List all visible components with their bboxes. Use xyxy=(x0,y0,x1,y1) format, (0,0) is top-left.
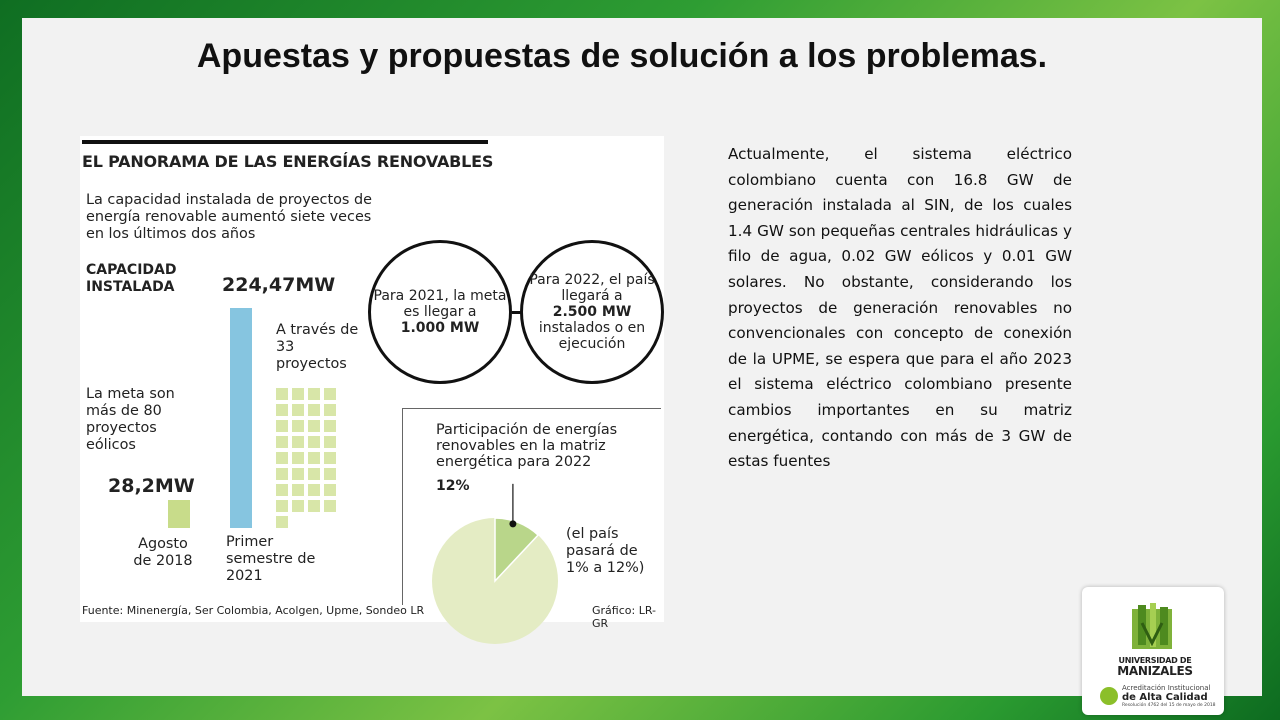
circle-goal-2022 xyxy=(520,240,664,384)
project-square xyxy=(292,404,304,416)
project-square xyxy=(308,404,320,416)
project-square xyxy=(292,468,304,480)
project-square xyxy=(308,468,320,480)
project-square xyxy=(324,452,336,464)
label-2021: Primer semestre de 2021 xyxy=(226,534,316,584)
value-2018: 28,2MW xyxy=(108,475,195,497)
accreditation-badge-icon xyxy=(1100,687,1118,705)
bar-2021 xyxy=(230,308,252,528)
circle-2022-text-a: Para 2022, el país llegará a xyxy=(529,272,655,304)
project-square xyxy=(292,388,304,400)
project-square xyxy=(324,420,336,432)
circle-2021-text: Para 2021, la meta es llegar a xyxy=(373,288,507,320)
value-2021: 224,47MW xyxy=(222,274,336,296)
project-square xyxy=(308,388,320,400)
infographic-source: Fuente: Minenergía, Ser Colombia, Acolgen, Upme, Sondeo LR xyxy=(82,604,425,617)
pie-title: Participación de energías renovables en la matriz energética para 2022 xyxy=(436,422,618,470)
circle-goal-2021 xyxy=(368,240,512,384)
pie-pointer-dot xyxy=(509,520,516,527)
project-square xyxy=(324,404,336,416)
project-square xyxy=(276,420,288,432)
projects-note: A través de 33 proyectos xyxy=(276,322,359,372)
infographic-heading: EL PANORAMA DE LAS ENERGÍAS RENOVABLES xyxy=(82,152,494,171)
accreditation-text xyxy=(1122,684,1218,709)
project-square xyxy=(276,388,288,400)
project-square xyxy=(276,404,288,416)
project-square xyxy=(276,484,288,496)
project-square xyxy=(324,388,336,400)
project-square xyxy=(324,436,336,448)
project-square xyxy=(276,452,288,464)
accreditation-line3: Resolución 4762 del 15 de mayo de 2018 xyxy=(1122,703,1216,708)
slide-title: Apuestas y propuestas de solución a los problemas. xyxy=(196,37,1048,75)
infographic-top-rule xyxy=(82,140,488,144)
project-square xyxy=(308,500,320,512)
project-square xyxy=(308,420,320,432)
goal-note: La meta son más de 80 proyectos eólicos xyxy=(86,386,175,453)
project-square xyxy=(276,516,288,528)
project-square xyxy=(324,484,336,496)
project-square xyxy=(308,484,320,496)
project-square xyxy=(276,436,288,448)
circle-2022-text-b: instalados o en ejecución xyxy=(538,320,646,352)
capacity-label: CAPACIDAD INSTALADA xyxy=(86,262,177,295)
project-square xyxy=(324,468,336,480)
circle-2021-value: 1.000 MW xyxy=(400,320,480,336)
pie-chart xyxy=(430,516,560,646)
accreditation-line2: de Alta Calidad xyxy=(1122,692,1208,703)
pie-note: (el país pasará de 1% a 12%) xyxy=(566,526,645,576)
university-logo-icon xyxy=(1130,603,1174,651)
project-square xyxy=(324,500,336,512)
infographic-credit: Gráfico: LR-GR xyxy=(592,604,656,630)
pie-percent: 12% xyxy=(436,478,470,494)
project-square xyxy=(308,452,320,464)
project-square xyxy=(292,420,304,432)
projects-squares xyxy=(276,388,340,526)
infographic-intro: La capacidad instalada de proyectos de energía renovable aumentó siete veces en los últimos dos años xyxy=(86,192,372,242)
project-square xyxy=(276,500,288,512)
project-square xyxy=(292,484,304,496)
renewables-infographic xyxy=(80,136,664,630)
slide-body-text: Actualmente, el sistema eléctrico colombiano cuenta con 16.8 GW de generación instalada al SIN, de los cuales 1.4 GW son pequeñas centrales hidráulicas y filo de agua, 0.02 GW eólicos y 0.01 GW solares. No obstante, considerando los proyectos de generación renovables no convencionales con concepto de conexión de la UPME, se espera que para el año 2023 el sistema eléctrico colombiano presente cambios importantes en su matriz energética, contando con más de 3 GW de estas fuentes xyxy=(728,145,1072,471)
accreditation-line1: Acreditación Institucional xyxy=(1122,684,1211,692)
project-square xyxy=(292,500,304,512)
slide-canvas xyxy=(22,18,1262,696)
project-square xyxy=(276,468,288,480)
project-square xyxy=(292,452,304,464)
bar-2018 xyxy=(168,500,190,528)
university-name-line2: MANIZALES xyxy=(1117,664,1193,678)
project-square xyxy=(308,436,320,448)
university-name-line1: UNIVERSIDAD DE xyxy=(1118,656,1192,665)
circle-2022-value: 2.500 MW xyxy=(552,304,632,320)
label-2018: Agosto de 2018 xyxy=(133,536,193,569)
university-name xyxy=(1094,656,1216,678)
project-square xyxy=(292,436,304,448)
